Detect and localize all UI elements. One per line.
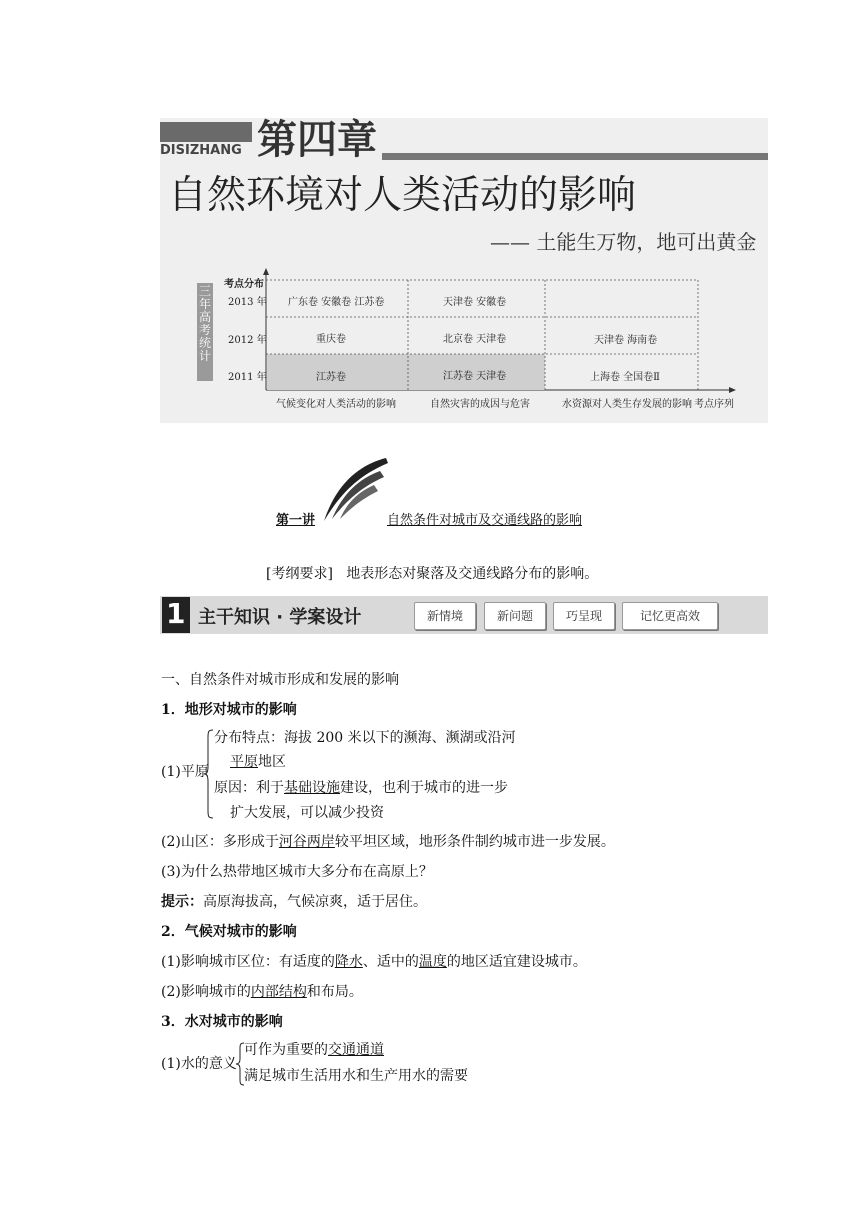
answer-blank: 交通通道 <box>328 1042 384 1058</box>
plain-label: (1)平原 <box>161 764 209 780</box>
water-meaning <box>244 1040 384 1060</box>
section-title: 主干知识 · 学案设计 <box>198 607 362 628</box>
tab-smart-present[interactable]: 巧呈现 <box>553 602 615 630</box>
requirement <box>266 564 598 584</box>
year-label: 2013 年 <box>228 297 267 308</box>
text-fragment: 原因：利于 <box>214 780 284 796</box>
year-label: 2011 年 <box>228 372 267 383</box>
table-cell: 上海卷 全国卷Ⅱ <box>590 372 660 383</box>
table-cell: 北京卷 天津卷 <box>443 334 507 345</box>
climate-line <box>161 982 363 1002</box>
chapter-bar <box>160 122 252 142</box>
table-cell: 天津卷 安徽卷 <box>443 297 507 308</box>
requirement-text: 地表形态对聚落及交通线路分布的影响。 <box>346 566 599 582</box>
lecture-number: 第一讲 <box>276 513 316 528</box>
column-label: 自然灾害的成因与危害 <box>430 399 530 410</box>
section-number: 1 <box>166 597 186 630</box>
answer-blank: 温度 <box>418 954 447 970</box>
plain-reason <box>214 778 508 798</box>
text-fragment: 和布局。 <box>306 984 363 1000</box>
plain-feature: 分布特点：海拔 200 米以下的濒海、濒湖或沿河 <box>214 730 516 746</box>
text-fragment: 较平坦区域，地形条件制约城市进一步发展。 <box>334 834 615 850</box>
plain-reason-cont: 扩大发展，可以减少投资 <box>230 805 384 821</box>
hint-text: 高原海拔高，气候凉爽，适于居住。 <box>203 894 427 910</box>
chapter-label-en: DISIZHANG <box>160 143 242 158</box>
requirement-label: [考纲要求] <box>266 566 333 582</box>
question: (3)为什么热带地区城市大多分布在高原上？ <box>161 864 433 880</box>
text-fragment: (2)影响城市的 <box>161 984 251 1000</box>
stats-tag: 三 年 高 考 统 计 <box>197 283 213 381</box>
chapter-title: 自然环境对人类活动的影响 <box>168 173 637 218</box>
tab-memory[interactable]: 记忆更高效 <box>622 602 718 630</box>
hint <box>161 892 427 912</box>
text-fragment: 可作为重要的 <box>244 1042 328 1058</box>
text-fragment: (1)影响城市区位：有适度的 <box>161 954 335 970</box>
tab-new-context[interactable]: 新情境 <box>414 602 476 630</box>
chapter-subtitle: —— 土能生万物，地可出黄金 <box>490 230 757 254</box>
water-meaning: 满足城市生活用水和生产用水的需要 <box>244 1068 468 1084</box>
answer-blank: 平原 <box>230 754 258 770</box>
climate-line <box>161 952 587 972</box>
text-fragment: 的地区适宜建设城市。 <box>446 954 587 970</box>
table-cell: 重庆卷 <box>316 334 346 345</box>
subheading: 2．气候对城市的影响 <box>161 924 297 940</box>
subheading: 3．水对城市的影响 <box>161 1014 283 1030</box>
year-label: 2012 年 <box>228 335 267 346</box>
text-fragment: 建设，也利于城市的进一步 <box>340 780 508 796</box>
chapter-label: 第四章 <box>257 116 377 163</box>
column-label: 水资源对人类生存发展的影响 <box>562 399 692 410</box>
table-cell: 天津卷 海南卷 <box>594 335 658 346</box>
lecture-title: 自然条件对城市及交通线路的影响 <box>387 513 583 528</box>
y-axis-label: 考点分布 <box>224 279 264 290</box>
hint-label: 提示： <box>161 894 203 910</box>
table-cell: 江苏卷 <box>316 372 346 383</box>
plain-feature-cont <box>230 752 286 772</box>
x-axis-label: 考点序列 <box>694 399 734 410</box>
water-label: (1)水的意义 <box>161 1056 237 1072</box>
text-fragment: (2)山区：多形成于 <box>161 834 279 850</box>
chapter-rule <box>382 153 768 160</box>
table-cell: 广东卷 安徽卷 江苏卷 <box>288 297 385 308</box>
answer-blank: 降水 <box>334 954 363 970</box>
answer-blank: 基础设施 <box>284 780 340 796</box>
tab-new-question[interactable]: 新问题 <box>484 602 546 630</box>
feather-icon <box>318 455 390 527</box>
table-cell: 江苏卷 天津卷 <box>443 371 507 382</box>
mountain-line <box>161 832 615 852</box>
text-fragment: 地区 <box>258 754 286 770</box>
column-label: 气候变化对人类活动的影响 <box>276 399 396 410</box>
heading-1: 一、自然条件对城市形成和发展的影响 <box>161 672 399 688</box>
answer-blank: 内部结构 <box>250 984 307 1000</box>
subheading: 1．地形对城市的影响 <box>161 702 297 718</box>
text-fragment: 、适中的 <box>362 954 419 970</box>
answer-blank: 河谷两岸 <box>278 834 335 850</box>
